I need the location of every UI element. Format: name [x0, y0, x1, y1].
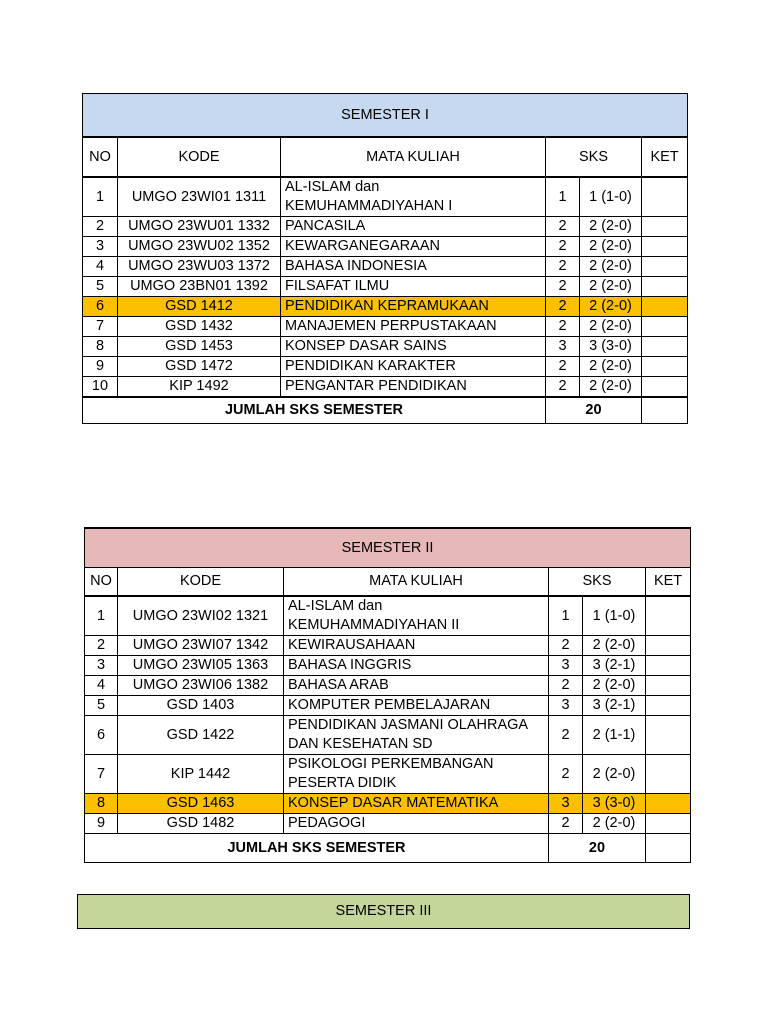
row-sks: 2: [546, 377, 580, 398]
row-kode: KIP 1442: [118, 755, 284, 794]
col-mata-kuliah-header: MATA KULIAH: [281, 137, 546, 177]
total-label: JUMLAH SKS SEMESTER: [83, 397, 546, 424]
semester-1-title-row: [83, 94, 688, 138]
semester-1-rows: [83, 177, 688, 397]
table-header-row: [83, 137, 688, 177]
row-ket: [642, 217, 688, 237]
row-ket: [642, 297, 688, 317]
row-kode: GSD 1412: [118, 297, 281, 317]
row-no: 9: [83, 357, 118, 377]
row-no: 2: [85, 636, 118, 656]
table-row: [83, 297, 688, 317]
row-ket: [646, 794, 691, 814]
table-row: [85, 755, 691, 794]
row-mata-kuliah: KEWIRAUSAHAAN: [284, 636, 549, 656]
row-mata-kuliah: MANAJEMEN PERPUSTAKAAN: [281, 317, 546, 337]
total-ket: [646, 834, 691, 863]
semester-1-total-row: [83, 397, 688, 424]
row-sks-detail: 3 (2-1): [583, 656, 646, 676]
semester-2-table: [84, 527, 691, 863]
semester-2-title: SEMESTER II: [85, 528, 691, 568]
row-mata-kuliah: KOMPUTER PEMBELAJARAN: [284, 696, 549, 716]
row-mata-kuliah: PANCASILA: [281, 217, 546, 237]
table-row: [83, 257, 688, 277]
row-no: 4: [83, 257, 118, 277]
row-kode: UMGO 23WI05 1363: [118, 656, 284, 676]
col-mata-kuliah-header: MATA KULIAH: [284, 568, 549, 597]
row-sks-detail: 3 (3-0): [583, 794, 646, 814]
row-sks: 2: [546, 237, 580, 257]
col-no-header: NO: [85, 568, 118, 597]
row-no: 7: [83, 317, 118, 337]
row-sks-detail: 1 (1-0): [580, 177, 642, 217]
total-sks: 20: [546, 397, 642, 424]
row-sks: 3: [549, 656, 583, 676]
row-mata-kuliah: KONSEP DASAR MATEMATIKA: [284, 794, 549, 814]
row-kode: GSD 1472: [118, 357, 281, 377]
row-ket: [646, 755, 691, 794]
row-no: 5: [85, 696, 118, 716]
row-no: 6: [83, 297, 118, 317]
row-no: 9: [85, 814, 118, 834]
col-kode-header: KODE: [118, 568, 284, 597]
row-sks-detail: 2 (2-0): [580, 257, 642, 277]
semester-3-title: SEMESTER III: [77, 894, 690, 929]
row-no: 1: [83, 177, 118, 217]
row-sks-detail: 2 (2-0): [583, 755, 646, 794]
table-row: [83, 337, 688, 357]
row-sks-detail: 2 (2-0): [580, 357, 642, 377]
row-kode: GSD 1453: [118, 337, 281, 357]
row-mata-kuliah: AL-ISLAM dan KEMUHAMMADIYAHAN I: [281, 177, 546, 217]
row-ket: [642, 177, 688, 217]
table-row: [83, 357, 688, 377]
row-mata-kuliah: PENDIDIKAN KARAKTER: [281, 357, 546, 377]
row-no: 2: [83, 217, 118, 237]
row-no: 6: [85, 716, 118, 755]
row-mata-kuliah: BAHASA INDONESIA: [281, 257, 546, 277]
total-sks: 20: [549, 834, 646, 863]
row-kode: GSD 1482: [118, 814, 284, 834]
semester-1-table: [82, 93, 688, 424]
row-sks: 2: [546, 297, 580, 317]
row-sks-detail: 2 (2-0): [580, 317, 642, 337]
row-sks: 1: [549, 596, 583, 636]
row-sks: 3: [546, 337, 580, 357]
row-ket: [646, 636, 691, 656]
row-sks: 1: [546, 177, 580, 217]
table-header-row: [85, 568, 691, 597]
row-sks: 2: [546, 217, 580, 237]
row-sks: 3: [549, 794, 583, 814]
row-sks: 2: [546, 277, 580, 297]
row-ket: [646, 696, 691, 716]
row-no: 3: [85, 656, 118, 676]
row-sks-detail: 2 (1-1): [583, 716, 646, 755]
col-ket-header: KET: [642, 137, 688, 177]
row-no: 7: [85, 755, 118, 794]
row-mata-kuliah: AL-ISLAM dan KEMUHAMMADIYAHAN II: [284, 596, 549, 636]
row-sks: 2: [549, 636, 583, 656]
row-sks: 2: [549, 814, 583, 834]
table-row: [85, 636, 691, 656]
table-row: [83, 277, 688, 297]
table-row: [85, 596, 691, 636]
row-kode: UMGO 23WU01 1332: [118, 217, 281, 237]
row-sks-detail: 2 (2-0): [580, 217, 642, 237]
col-no-header: NO: [83, 137, 118, 177]
row-sks-detail: 2 (2-0): [580, 377, 642, 398]
semester-2-title-row: [85, 528, 691, 568]
row-ket: [642, 277, 688, 297]
table-row: [83, 377, 688, 398]
row-sks-detail: 3 (3-0): [580, 337, 642, 357]
row-sks: 2: [546, 317, 580, 337]
row-ket: [642, 337, 688, 357]
col-sks-header: SKS: [549, 568, 646, 597]
table-row: [85, 676, 691, 696]
row-no: 5: [83, 277, 118, 297]
row-sks: 2: [549, 716, 583, 755]
col-ket-header: KET: [646, 568, 691, 597]
row-no: 8: [83, 337, 118, 357]
row-kode: UMGO 23WU02 1352: [118, 237, 281, 257]
row-sks-detail: 2 (2-0): [580, 237, 642, 257]
row-ket: [646, 716, 691, 755]
row-ket: [646, 676, 691, 696]
total-ket: [642, 397, 688, 424]
row-sks: 2: [546, 357, 580, 377]
table-row: [83, 217, 688, 237]
row-ket: [646, 814, 691, 834]
row-sks-detail: 2 (2-0): [580, 277, 642, 297]
row-mata-kuliah: FILSAFAT ILMU: [281, 277, 546, 297]
row-no: 3: [83, 237, 118, 257]
row-mata-kuliah: BAHASA ARAB: [284, 676, 549, 696]
row-kode: GSD 1403: [118, 696, 284, 716]
row-mata-kuliah: PENGANTAR PENDIDIKAN: [281, 377, 546, 398]
row-no: 1: [85, 596, 118, 636]
row-ket: [646, 596, 691, 636]
row-no: 4: [85, 676, 118, 696]
semester-2-total-row: [85, 834, 691, 863]
row-sks-detail: 2 (2-0): [583, 676, 646, 696]
row-sks-detail: 2 (2-0): [580, 297, 642, 317]
table-row: [83, 237, 688, 257]
row-sks-detail: 2 (2-0): [583, 636, 646, 656]
row-sks-detail: 2 (2-0): [583, 814, 646, 834]
table-row: [85, 814, 691, 834]
row-ket: [642, 317, 688, 337]
row-ket: [646, 656, 691, 676]
row-mata-kuliah: PENDIDIKAN KEPRAMUKAAN: [281, 297, 546, 317]
row-ket: [642, 257, 688, 277]
table-row: [83, 317, 688, 337]
table-row: [85, 716, 691, 755]
table-row: [85, 794, 691, 814]
row-kode: UMGO 23BN01 1392: [118, 277, 281, 297]
row-mata-kuliah: KEWARGANEGARAAN: [281, 237, 546, 257]
row-sks: 3: [549, 696, 583, 716]
row-kode: UMGO 23WI02 1321: [118, 596, 284, 636]
row-ket: [642, 357, 688, 377]
row-mata-kuliah: KONSEP DASAR SAINS: [281, 337, 546, 357]
total-label: JUMLAH SKS SEMESTER: [85, 834, 549, 863]
row-kode: UMGO 23WI01 1311: [118, 177, 281, 217]
row-mata-kuliah: PEDAGOGI: [284, 814, 549, 834]
semester-1-title: SEMESTER I: [83, 94, 688, 138]
row-no: 10: [83, 377, 118, 398]
table-row: [85, 696, 691, 716]
row-sks: 2: [546, 257, 580, 277]
row-mata-kuliah: PENDIDIKAN JASMANI OLAHRAGA DAN KESEHATAN SD: [284, 716, 549, 755]
col-sks-header: SKS: [546, 137, 642, 177]
row-no: 8: [85, 794, 118, 814]
row-kode: UMGO 23WU03 1372: [118, 257, 281, 277]
row-sks-detail: 1 (1-0): [583, 596, 646, 636]
row-kode: UMGO 23WI07 1342: [118, 636, 284, 656]
row-sks-detail: 3 (2-1): [583, 696, 646, 716]
row-mata-kuliah: PSIKOLOGI PERKEMBANGAN PESERTA DIDIK: [284, 755, 549, 794]
row-ket: [642, 237, 688, 257]
row-ket: [642, 377, 688, 398]
row-kode: KIP 1492: [118, 377, 281, 398]
row-kode: GSD 1432: [118, 317, 281, 337]
row-sks: 2: [549, 755, 583, 794]
table-row: [85, 656, 691, 676]
row-sks: 2: [549, 676, 583, 696]
semester-2-rows: [85, 596, 691, 834]
table-row: [83, 177, 688, 217]
col-kode-header: KODE: [118, 137, 281, 177]
row-kode: GSD 1422: [118, 716, 284, 755]
row-kode: GSD 1463: [118, 794, 284, 814]
row-kode: UMGO 23WI06 1382: [118, 676, 284, 696]
row-mata-kuliah: BAHASA INGGRIS: [284, 656, 549, 676]
